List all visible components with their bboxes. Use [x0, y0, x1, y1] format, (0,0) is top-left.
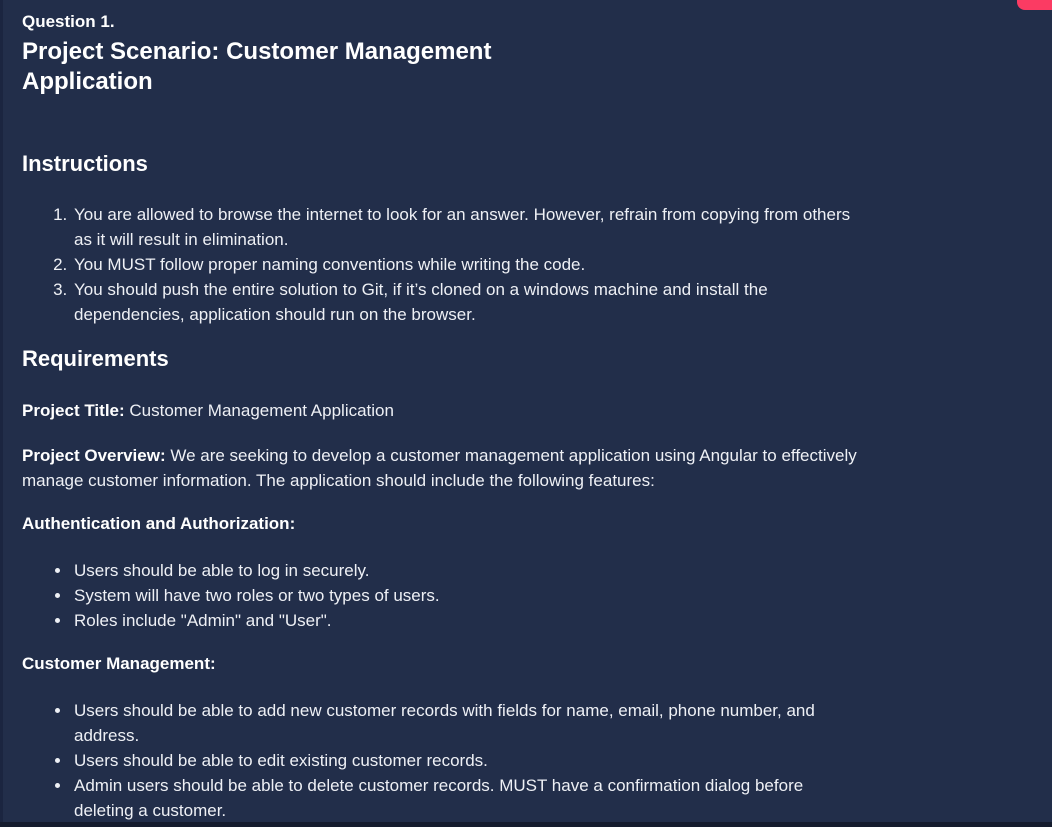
partial-pink-button[interactable] [1017, 0, 1052, 10]
customer-section-heading: Customer Management: [22, 654, 216, 673]
project-title-label: Project Title: [22, 401, 125, 420]
bottom-edge-divider [0, 822, 1052, 827]
auth-section-heading: Authentication and Authorization: [22, 514, 296, 533]
project-title-line [22, 398, 867, 423]
auth-feature-list [22, 558, 867, 633]
question-number-label: Question 1. [22, 12, 115, 31]
project-overview-line [22, 443, 867, 493]
requirements-heading: Requirements [22, 346, 169, 371]
project-title-value: Customer Management Application [124, 401, 394, 420]
feature-item: • Roles include "Admin" and "User". [72, 608, 867, 633]
feature-item: • Admin users should be able to delete customer records. MUST have a confirmation dialog before deleting a customer. [72, 773, 867, 823]
instructions-heading: Instructions [22, 151, 148, 176]
page-title: Project Scenario: Customer Management Application [22, 38, 492, 95]
instruction-item: 1. You are allowed to browse the internet to look for an answer. However, refrain from copying from others as it will result in elimination. [72, 202, 867, 252]
feature-item: • Users should be able to log in securely. [72, 558, 867, 583]
feature-item: • Users should be able to add new customer records with fields for name, email, phone number, and address. [72, 698, 867, 748]
customer-feature-list [22, 698, 867, 823]
project-overview-label: Project Overview: [22, 446, 166, 465]
feature-item: • System will have two roles or two types of users. [72, 583, 867, 608]
feature-item: • Users should be able to edit existing customer records. [72, 748, 867, 773]
instruction-item: 2. You MUST follow proper naming conventions while writing the code. [72, 252, 867, 277]
instruction-item: 3. You should push the entire solution to Git, if it’s cloned on a windows machine and install the dependencies, application should run on the browser. [72, 277, 867, 327]
left-edge-divider [0, 0, 3, 827]
instruction-list [22, 202, 867, 327]
project-overview-value: We are seeking to develop a customer management application using Angular to effectively manage customer information. The application should include the following features: [22, 446, 857, 490]
